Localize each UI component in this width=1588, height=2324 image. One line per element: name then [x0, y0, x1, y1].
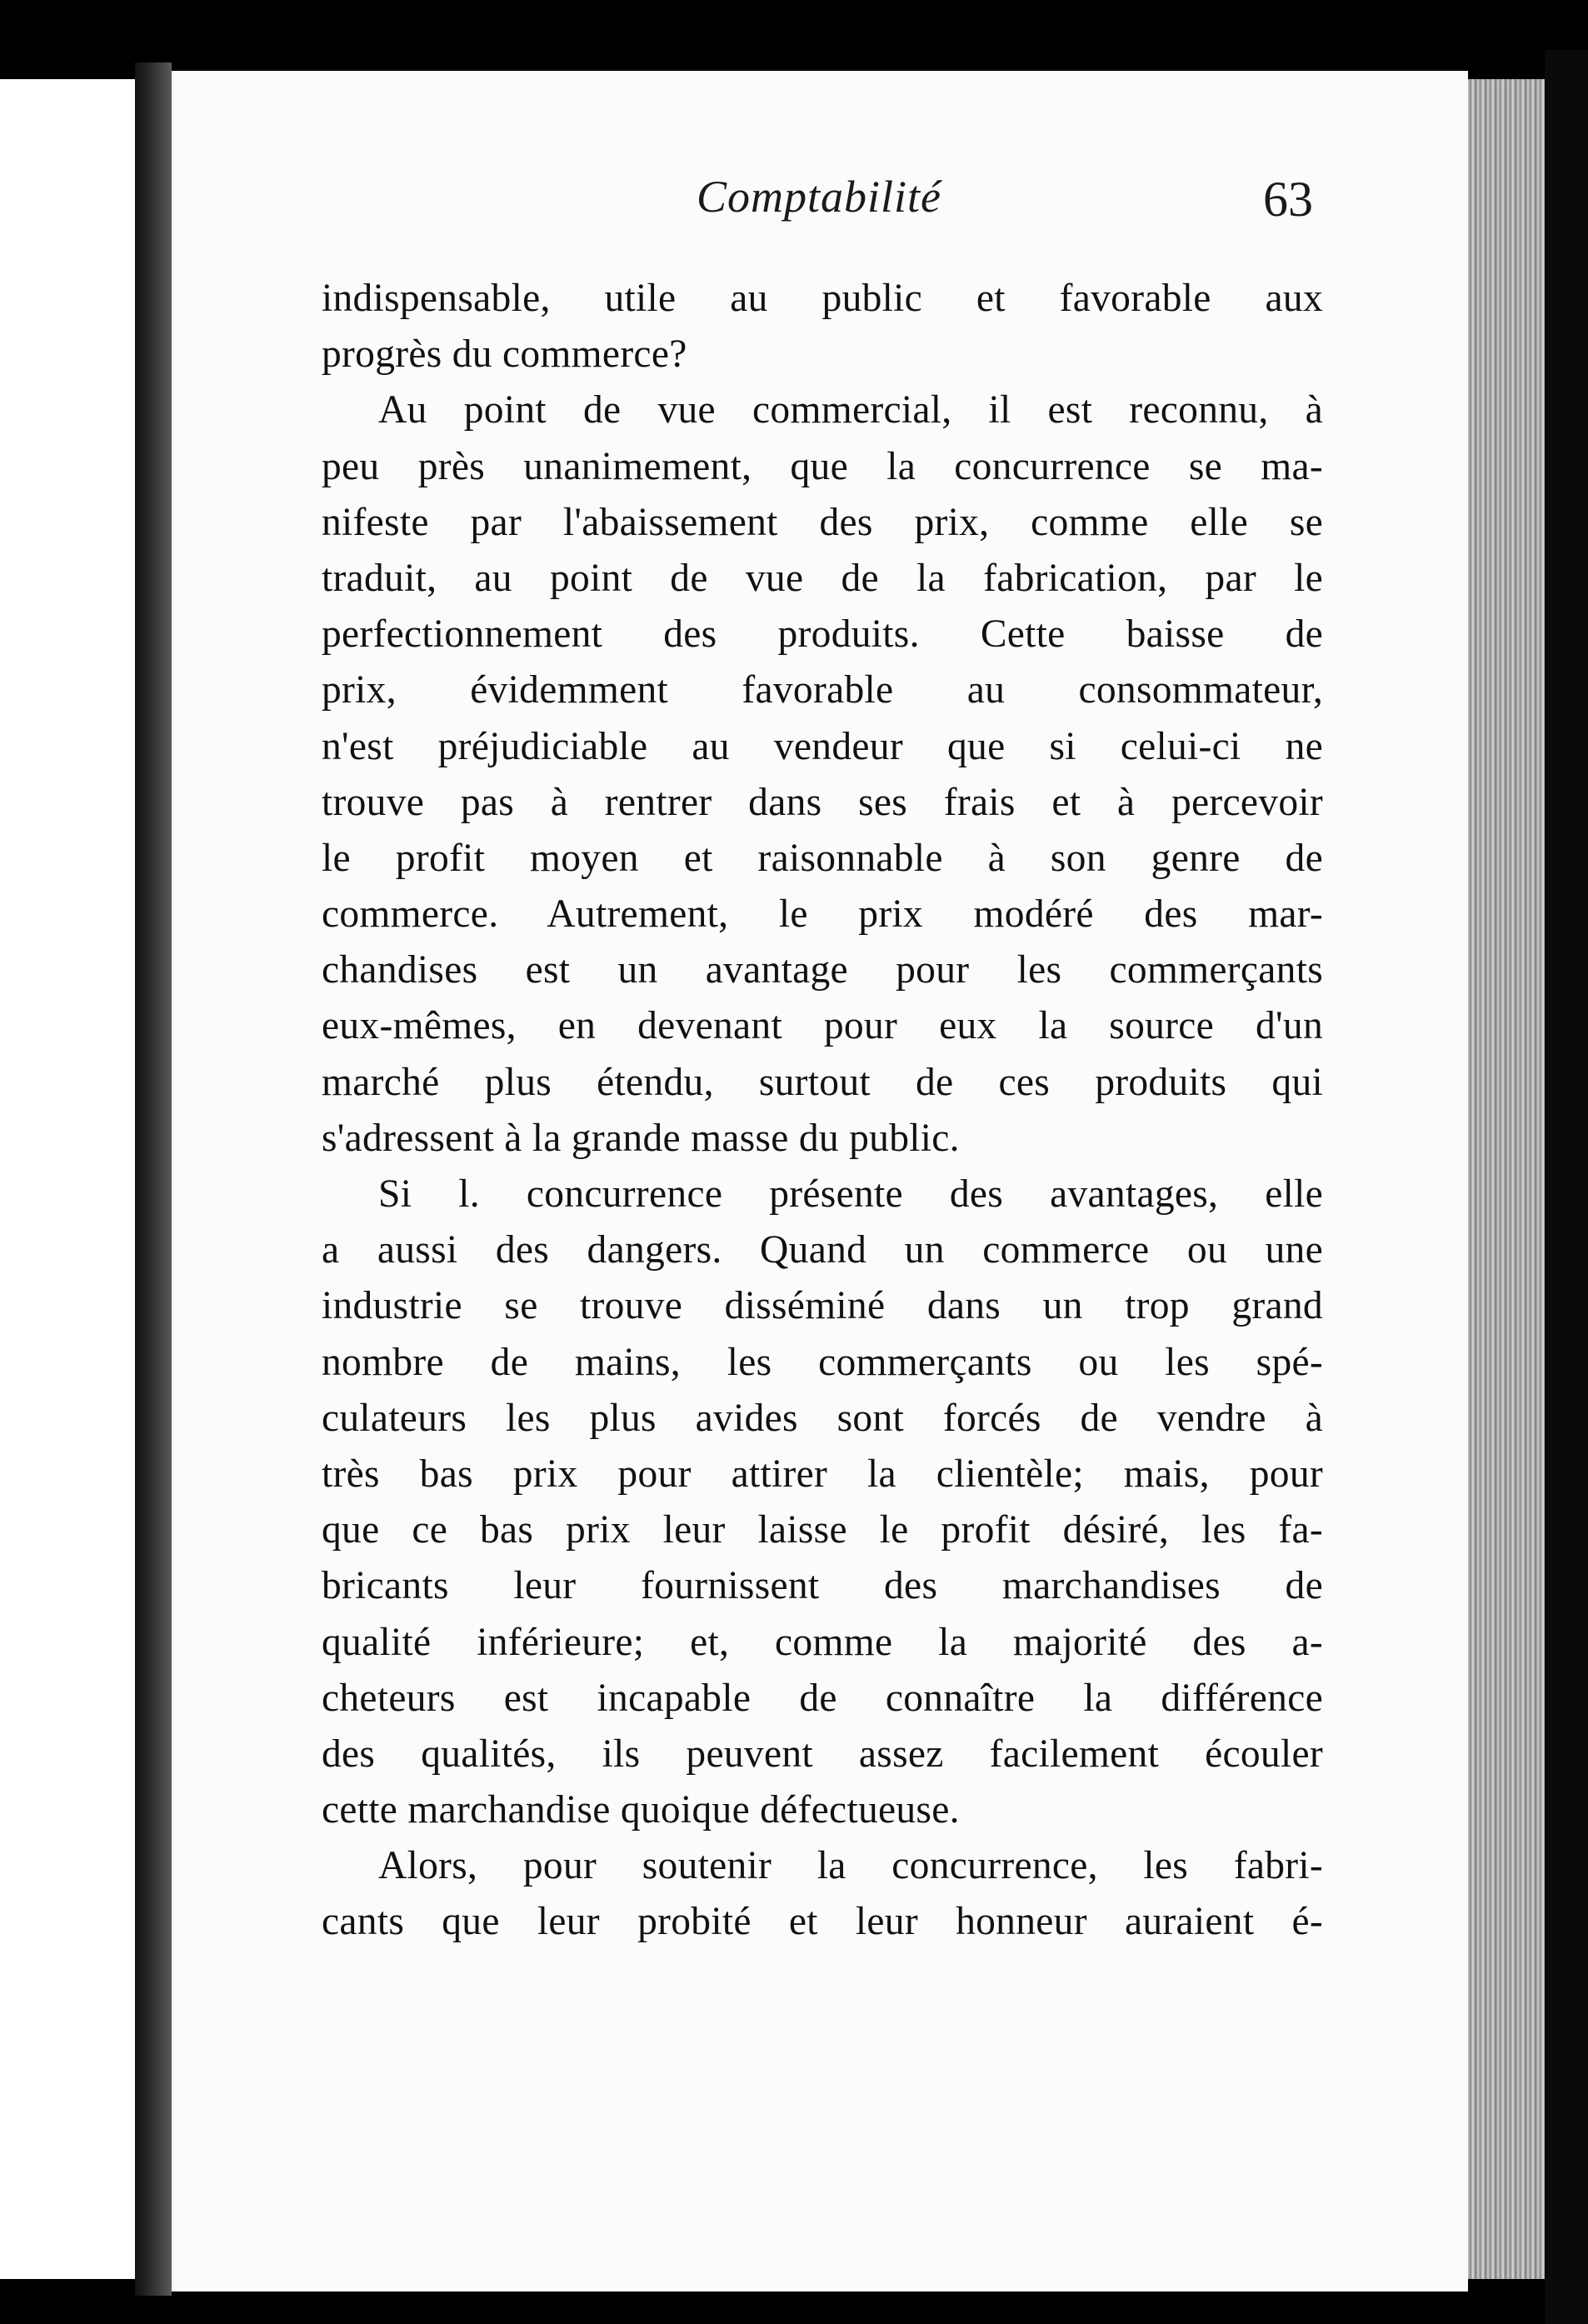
page-stack-edges	[1468, 79, 1545, 2279]
body-text	[322, 271, 1323, 1951]
text-line: eux-mêmes, en devenant pour eux la source d'un	[322, 1004, 1323, 1048]
running-title: Comptabilité	[697, 172, 941, 222]
text-line: commerce. Autrement, le prix modéré des mar-	[322, 892, 1323, 937]
text-line: nombre de mains, les commerçants ou les spé-	[322, 1340, 1323, 1384]
text-line: traduit, au point de vue de la fabrication, par le	[322, 556, 1323, 600]
text-line: industrie se trouve disséminé dans un trop grand	[322, 1284, 1323, 1328]
page-header	[172, 171, 1468, 237]
text-line: peu près unanimement, que la concurrence se ma-	[322, 444, 1323, 488]
scan-border	[1545, 50, 1588, 2324]
text-line: bricants leur fournissent des marchandises de	[322, 1564, 1323, 1608]
text-line: marché plus étendu, surtout de ces produits qui	[322, 1060, 1323, 1104]
text-line: que ce bas prix leur laisse le profit désiré, les fa-	[322, 1508, 1323, 1552]
text-line: Alors, pour soutenir la concurrence, les fabri-	[378, 1844, 1323, 1888]
text-line: s'adressent à la grande masse du public.	[322, 1116, 960, 1160]
text-line: qualité inférieure; et, comme la majorité des a-	[322, 1620, 1323, 1664]
text-line: des qualités, ils peuvent assez facilement écouler	[322, 1732, 1323, 1776]
text-line: cheteurs est incapable de connaître la différence	[322, 1676, 1323, 1720]
text-line: très bas prix pour attirer la clientèle; mais, pour	[322, 1452, 1323, 1496]
text-line: n'est préjudiciable au vendeur que si celui-ci ne	[322, 724, 1323, 768]
text-line: culateurs les plus avides sont forcés de vendre à	[322, 1396, 1323, 1440]
book-gutter	[135, 62, 172, 2296]
facing-page-edge	[0, 79, 135, 2279]
text-line: cants que leur probité et leur honneur auraient é-	[322, 1900, 1323, 1944]
text-line: Si l. concurrence présente des avantages, elle	[378, 1172, 1323, 1216]
text-line: trouve pas à rentrer dans ses frais et à percevoir	[322, 780, 1323, 824]
text-line: chandises est un avantage pour les commerçants	[322, 948, 1323, 992]
text-line: Au point de vue commercial, il est reconnu, à	[378, 388, 1323, 432]
page-number: 63	[1263, 172, 1313, 227]
text-line: perfectionnement des produits. Cette baisse de	[322, 612, 1323, 657]
text-line: le profit moyen et raisonnable à son genre de	[322, 836, 1323, 880]
text-line: a aussi des dangers. Quand un commerce ou une	[322, 1228, 1323, 1272]
text-line: nifeste par l'abaissement des prix, comme elle se	[322, 500, 1323, 544]
text-line: cette marchandise quoique défectueuse.	[322, 1788, 960, 1832]
text-line: indispensable, utile au public et favorable aux	[322, 277, 1323, 320]
text-line: prix, évidemment favorable au consommateur,	[322, 668, 1323, 712]
text-line: progrès du commerce?	[322, 332, 687, 377]
